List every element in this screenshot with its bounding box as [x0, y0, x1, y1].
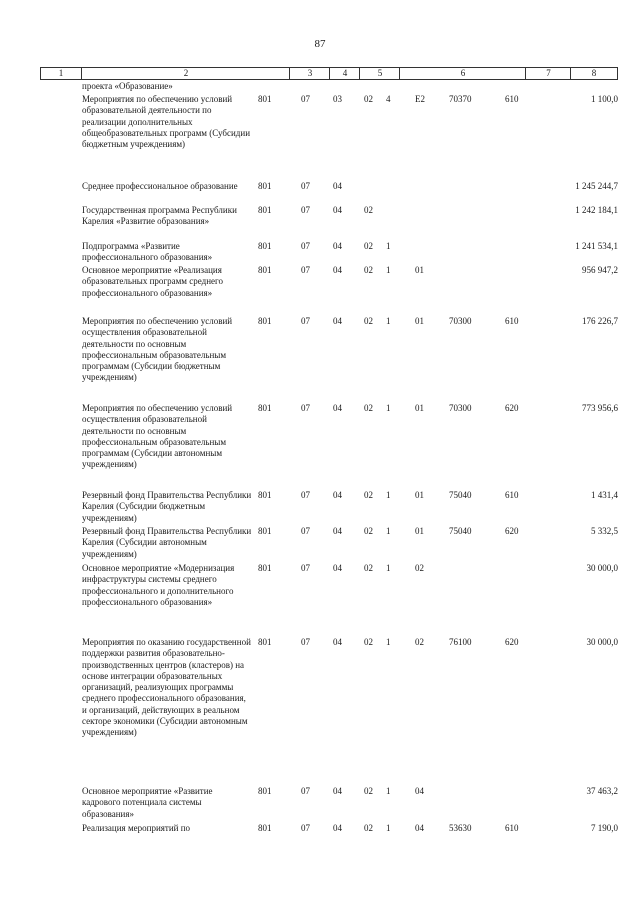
cell-c4: 07 — [301, 526, 310, 536]
row-description: Резервный фонд Правительства Республики Карелия (Субсидии бюджетным учреждениям) — [82, 490, 252, 523]
cell-c6b: 1 — [386, 241, 391, 251]
cell-c6c: 02 — [415, 563, 424, 573]
cell-c4: 07 — [301, 490, 310, 500]
cell-c6a: 02 — [364, 786, 373, 796]
cell-c5: 03 — [333, 94, 342, 104]
cell-c4: 07 — [301, 823, 310, 833]
cell-c3: 801 — [258, 637, 272, 647]
cell-c3: 801 — [258, 563, 272, 573]
cell-c8: 773 956,6 — [582, 403, 618, 413]
cell-c6c: 01 — [415, 403, 424, 413]
row-description: Мероприятия по обеспечению условий осуществления образовательной деятельности по основным профессиональным образовательным программам (Субсидии автономным учреждениям) — [82, 403, 233, 470]
cell-c3: 801 — [258, 94, 272, 104]
header-cell: 2 — [81, 68, 290, 79]
cell-c4: 07 — [301, 563, 310, 573]
cell-c6c: 04 — [415, 786, 424, 796]
cell-c5: 04 — [333, 316, 342, 326]
header-cell: 1 — [58, 68, 64, 78]
cell-c6b: 1 — [386, 490, 391, 500]
cell-c5: 04 — [333, 181, 342, 191]
cell-c6a: 02 — [364, 823, 373, 833]
header-cell: 5 — [359, 68, 400, 79]
cell-c6a: 02 — [364, 316, 373, 326]
row-description: Среднее профессиональное образование — [82, 181, 238, 191]
cell-c7: 610 — [505, 316, 519, 326]
cell-c6b: 4 — [386, 94, 391, 104]
cell-c6b: 1 — [386, 637, 391, 647]
cell-c6a: 02 — [364, 563, 373, 573]
cell-c7: 620 — [505, 403, 519, 413]
cell-c4: 07 — [301, 403, 310, 413]
cell-c6a: 02 — [364, 490, 373, 500]
row-description: Резервный фонд Правительства Республики Карелия (Субсидии автономным учреждениям) — [82, 526, 252, 559]
cell-c6a: 02 — [364, 637, 373, 647]
row-description: проекта «Образование» — [82, 81, 173, 91]
cell-c6c: 01 — [415, 526, 424, 536]
header-cell: 8 — [570, 68, 617, 79]
row-description: Государственная программа Республики Карелия «Развитие образования» — [82, 205, 237, 227]
cell-c6b: 1 — [386, 563, 391, 573]
cell-c8: 1 242 184,1 — [575, 205, 618, 215]
header-cell: 7 — [525, 68, 571, 79]
cell-c6a: 02 — [364, 403, 373, 413]
header-cell: 3 — [289, 68, 330, 79]
cell-c8: 1 100,0 — [591, 94, 618, 104]
cell-c6d: 70300 — [449, 403, 472, 413]
cell-c6a: 02 — [364, 526, 373, 536]
cell-c5: 04 — [333, 490, 342, 500]
cell-c6d: 70370 — [449, 94, 472, 104]
cell-c3: 801 — [258, 316, 272, 326]
cell-c5: 04 — [333, 205, 342, 215]
cell-c6b: 1 — [386, 403, 391, 413]
cell-c4: 07 — [301, 637, 310, 647]
cell-c8: 956 947,2 — [582, 265, 618, 275]
row-description: Основное мероприятие «Модернизация инфраструктуры системы среднего профессионального и дополнительного профессионального образования» — [82, 563, 235, 607]
cell-c4: 07 — [301, 181, 310, 191]
cell-c4: 07 — [301, 205, 310, 215]
cell-c6c: E2 — [415, 94, 425, 104]
page-number: 87 — [314, 38, 326, 50]
cell-c8: 1 241 534,1 — [575, 241, 618, 251]
cell-c6d: 70300 — [449, 316, 472, 326]
cell-c8: 37 463,2 — [586, 786, 618, 796]
cell-c7: 620 — [505, 526, 519, 536]
cell-c6a: 02 — [364, 241, 373, 251]
row-description: Мероприятия по обеспечению условий образовательной деятельности по реализации дополнительных общеобразовательных программ (Субсидии бюджетным учреждениям) — [82, 94, 251, 150]
cell-c3: 801 — [258, 786, 272, 796]
cell-c8: 30 000,0 — [586, 563, 618, 573]
cell-c6a: 02 — [364, 205, 373, 215]
cell-c4: 07 — [301, 316, 310, 326]
cell-c8: 1 431,4 — [591, 490, 618, 500]
cell-c6c: 01 — [415, 316, 424, 326]
cell-c7: 610 — [505, 94, 519, 104]
cell-c4: 07 — [301, 786, 310, 796]
cell-c6b: 1 — [386, 526, 391, 536]
row-description: Мероприятия по обеспечению условий осуществления образовательной деятельности по основным профессиональным образовательным программам (Субсидии бюджетным учреждениям) — [82, 316, 233, 383]
cell-c6b: 1 — [386, 265, 391, 275]
cell-c6d: 53630 — [449, 823, 472, 833]
cell-c3: 801 — [258, 265, 272, 275]
cell-c5: 04 — [333, 265, 342, 275]
cell-c6d: 76100 — [449, 637, 472, 647]
row-description: Мероприятия по оказанию государственной поддержки развития образовательно-производственных центров (кластеров) на основе интеграции образовательных организаций, реализующих программы среднего профессионального образования, и организаций, действующих в реальном секторе экономики (Субсидии автономным учреждениям) — [82, 637, 251, 738]
cell-c6c: 01 — [415, 490, 424, 500]
cell-c3: 801 — [258, 181, 272, 191]
cell-c5: 04 — [333, 526, 342, 536]
cell-c6c: 04 — [415, 823, 424, 833]
cell-c8: 176 226,7 — [582, 316, 618, 326]
cell-c3: 801 — [258, 241, 272, 251]
cell-c5: 04 — [333, 786, 342, 796]
cell-c4: 07 — [301, 265, 310, 275]
header-cell: 4 — [329, 68, 360, 79]
row-description: Основное мероприятие «Развитие кадрового потенциала системы образования» — [82, 786, 213, 819]
cell-c7: 610 — [505, 823, 519, 833]
cell-c5: 04 — [333, 823, 342, 833]
cell-c6b: 1 — [386, 823, 391, 833]
cell-c6d: 75040 — [449, 490, 472, 500]
header-cell: 6 — [399, 68, 526, 79]
cell-c6c: 01 — [415, 265, 424, 275]
cell-c4: 07 — [301, 241, 310, 251]
table-header — [40, 67, 618, 80]
cell-c5: 04 — [333, 637, 342, 647]
cell-c6b: 1 — [386, 786, 391, 796]
cell-c8: 5 332,5 — [591, 526, 618, 536]
cell-c8: 1 245 244,7 — [575, 181, 618, 191]
cell-c6c: 02 — [415, 637, 424, 647]
cell-c6d: 75040 — [449, 526, 472, 536]
row-description: Реализация мероприятий по — [82, 823, 191, 833]
cell-c6a: 02 — [364, 94, 373, 104]
row-description: Основное мероприятие «Реализация образовательных программ среднего профессионального образования» — [82, 265, 223, 298]
cell-c5: 04 — [333, 403, 342, 413]
cell-c7: 610 — [505, 490, 519, 500]
cell-c6b: 1 — [386, 316, 391, 326]
cell-c8: 30 000,0 — [586, 637, 618, 647]
cell-c6a: 02 — [364, 265, 373, 275]
cell-c7: 620 — [505, 637, 519, 647]
cell-c4: 07 — [301, 94, 310, 104]
cell-c3: 801 — [258, 403, 272, 413]
cell-c3: 801 — [258, 526, 272, 536]
cell-c5: 04 — [333, 241, 342, 251]
cell-c5: 04 — [333, 563, 342, 573]
cell-c3: 801 — [258, 823, 272, 833]
row-description: Подпрограмма «Развитие профессионального образования» — [82, 241, 213, 263]
cell-c8: 7 190,0 — [591, 823, 618, 833]
cell-c3: 801 — [258, 490, 272, 500]
cell-c3: 801 — [258, 205, 272, 215]
